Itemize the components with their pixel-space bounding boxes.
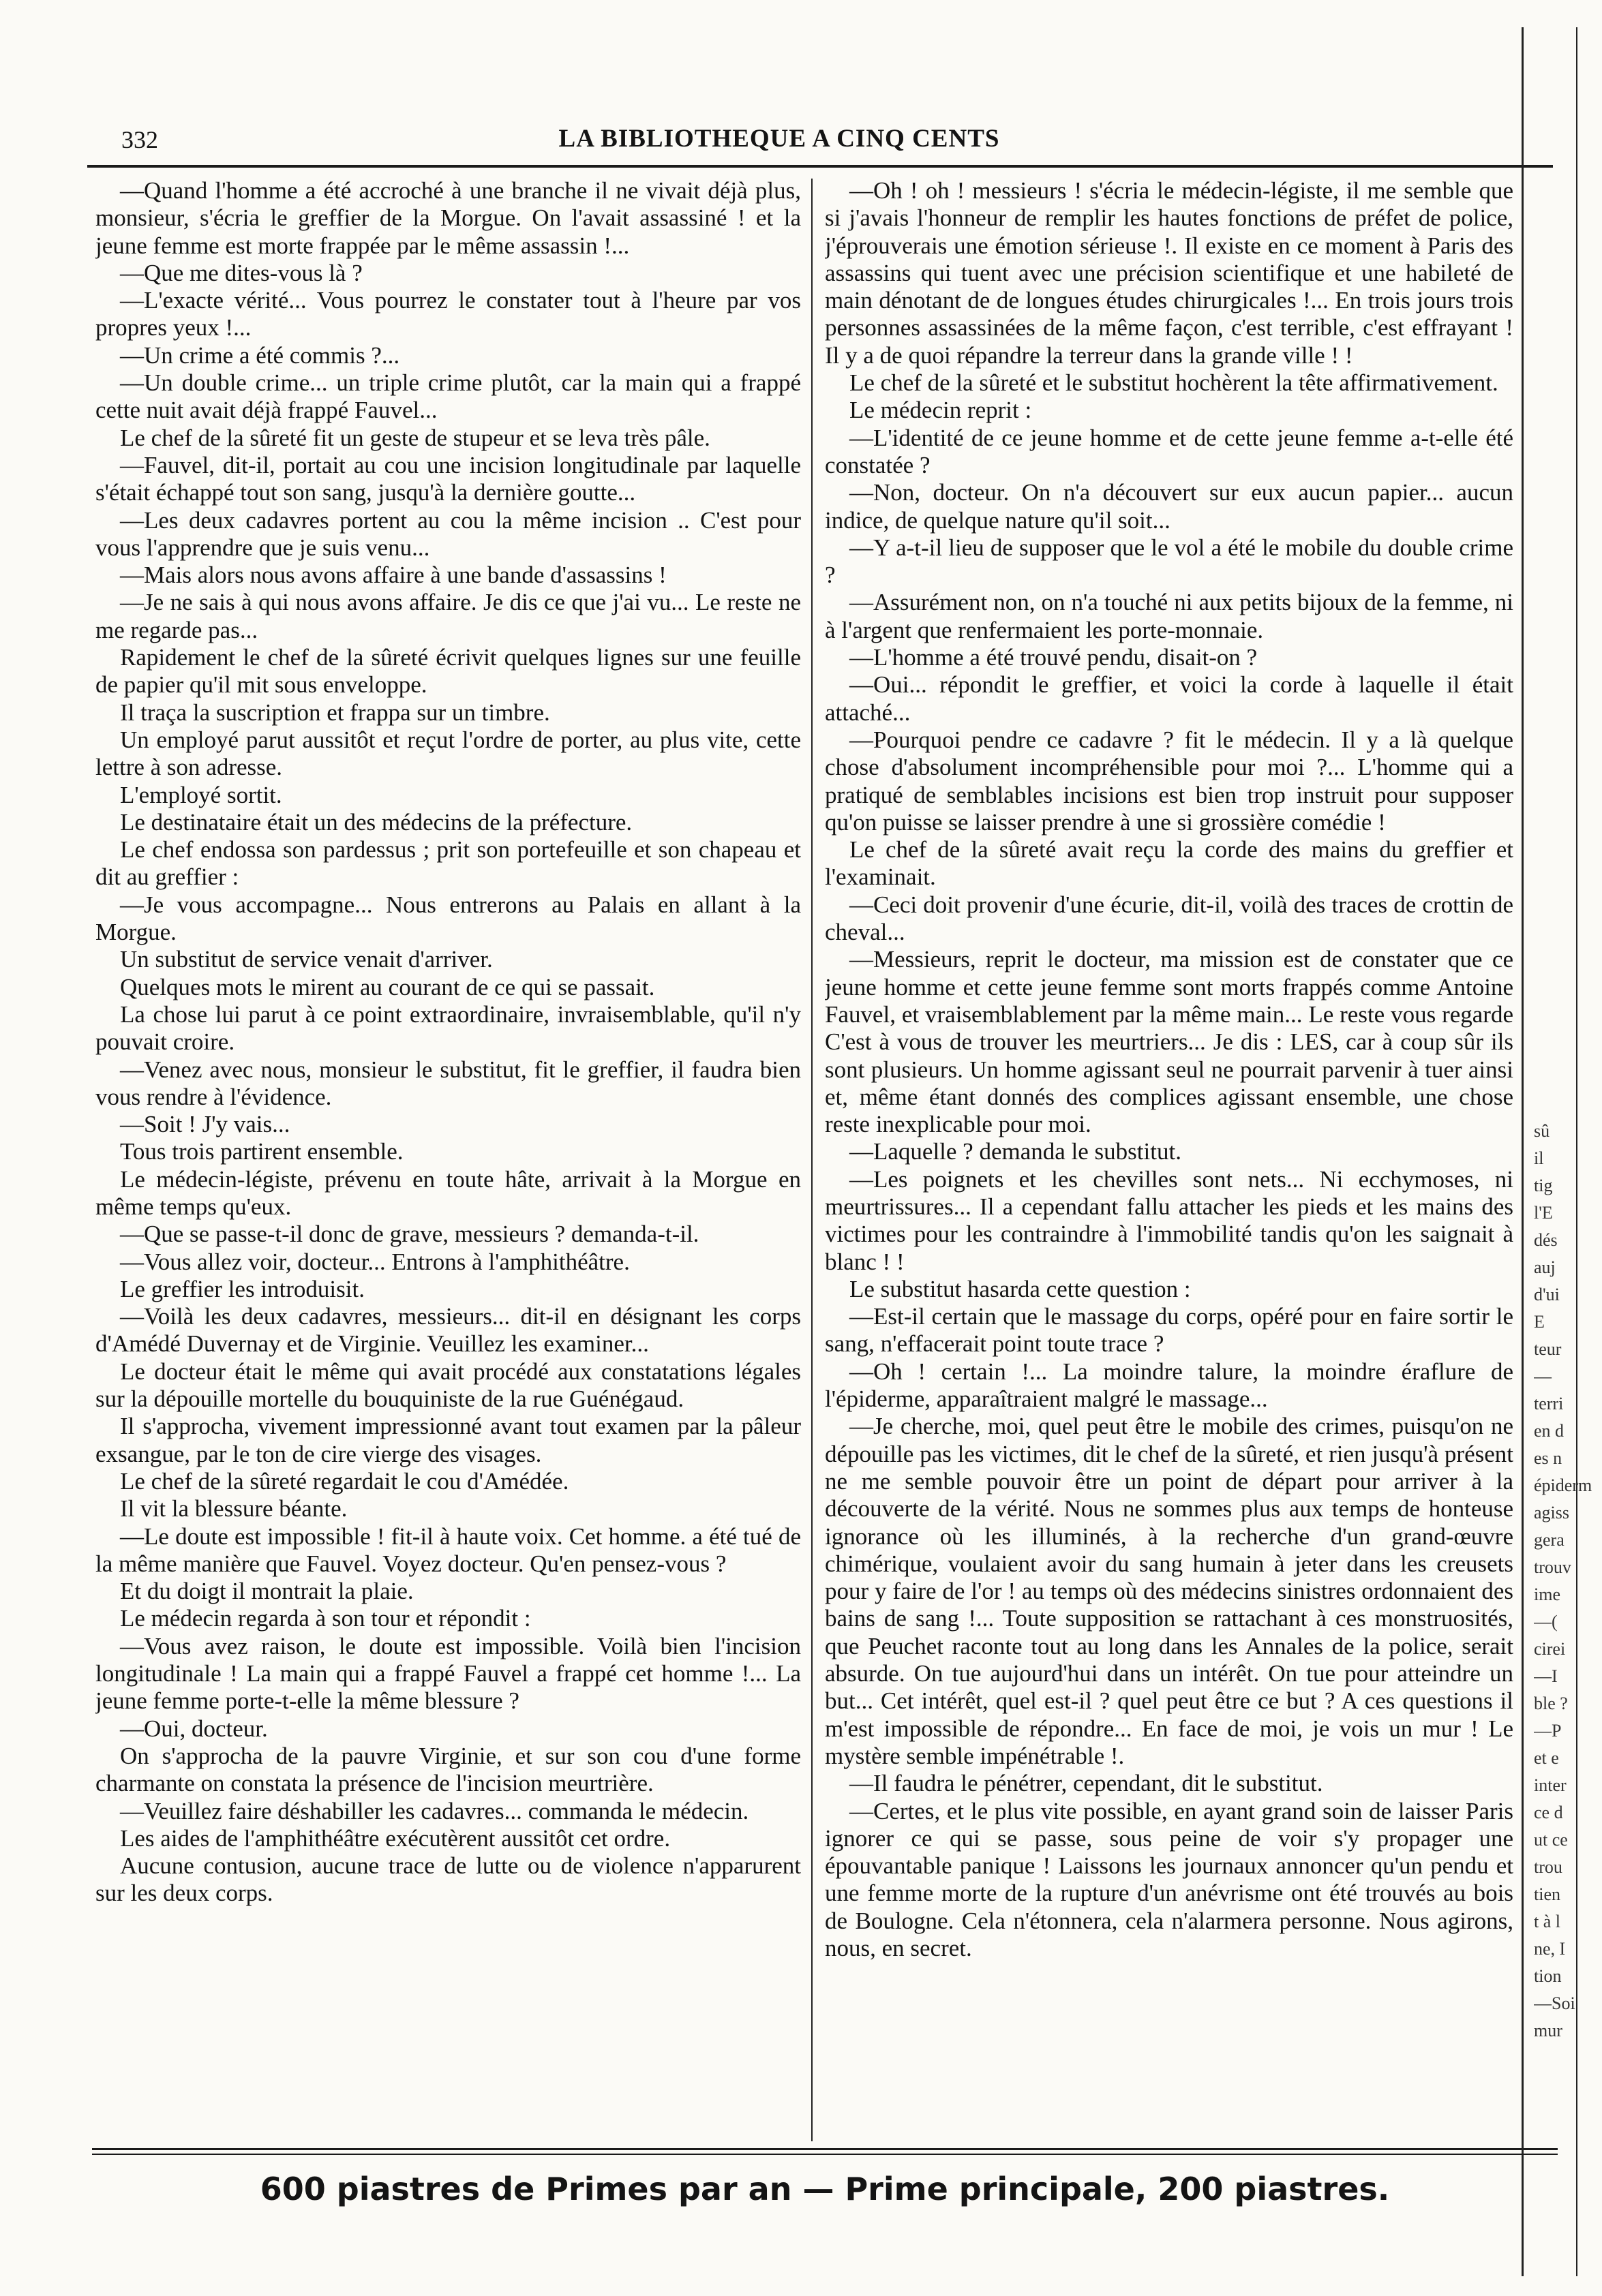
paragraph: —Fauvel, dit-il, portait au cou une incision longitudinale par laquelle s'était échappé tout son sang, jusqu'à la dernière goutte... — [95, 451, 801, 506]
paragraph: La chose lui parut à ce point extraordinaire, invraisemblable, qu'il n'y pouvait croire. — [95, 1000, 801, 1056]
paragraph: Rapidement le chef de la sûreté écrivit quelques lignes sur une feuille de papier qu'il mit sous enveloppe. — [95, 644, 801, 699]
bleed-fragment: cirei — [1534, 1639, 1566, 1659]
bleed-fragment: tien — [1534, 1884, 1560, 1904]
bleed-fragment: ime — [1534, 1585, 1560, 1604]
bleed-fragment: mur — [1534, 2021, 1562, 2040]
paragraph: Les aides de l'amphithéâtre exécutèrent aussitôt cet ordre. — [120, 1824, 671, 1852]
paragraph: —Je vous accompagne... Nous entrerons au Palais en allant à la Morgue. — [95, 891, 801, 946]
paragraph: Le destinataire était un des médecins de la préfecture. — [120, 808, 633, 836]
footer-rule-thick — [92, 2148, 1558, 2150]
column-divider — [811, 179, 813, 2141]
paragraph: —Veuillez faire déshabiller les cadavres... commanda le médecin. — [120, 1797, 749, 1824]
paragraph: Il traça la suscription et frappa sur un timbre. — [120, 699, 550, 726]
paragraph: —Que se passe-t-il donc de grave, messieurs ? demanda-t-il. — [120, 1221, 699, 1248]
paragraph: —L'exacte vérité... Vous pourrez le constater tout à l'heure par vos propres yeux !... — [95, 287, 801, 341]
paragraph: Le chef de la sûreté fit un geste de stupeur et se leva très pâle. — [120, 424, 710, 451]
paragraph: —Soit ! J'y vais... — [120, 1111, 290, 1138]
bleed-fragment: tion — [1534, 1966, 1562, 1986]
paragraph: —Est-il certain que le massage du corps, opéré pour en faire sortir le sang, n'effacerait point toute trace ? — [825, 1303, 1513, 1358]
bleed-fragment: dés — [1534, 1230, 1558, 1250]
paragraph: —Je cherche, moi, quel peut être le mobile des crimes, puisqu'on ne dépouille pas les victimes, dit le chef de la sûreté, et rien jusqu'à présent ne me semble pouvoir être un point de départ pour arriver à la découverte de la vérité. Nous ne sommes plus aux temps de honteuse ignorance où les illuminés, à la recherche d'un grand-œuvre chimérique, voulaient avoir du sang humain à jeter dans les creusets pour y faire de l'or ! au temps où des médecins sinistres ordonnaient des bains de sang !... Toute supposition se rattachant à ces monstruosités, que Peuchet raconte tout au long dans les Annales de la police, serait absurde. On tue aujourd'hui dans un intérêt. On tue pour atteindre un but... Cet intérêt, quel est-il ? quel peut être ce but ? A ces questions il m'est impossible de répondre... En face de moi, je vois un mur ! Le mystère semble impénétrable !. — [825, 1413, 1513, 1769]
paragraph: —Il faudra le pénétrer, cependant, dit le substitut. — [849, 1770, 1323, 1797]
paragraph: —Le doute est impossible ! fit-il à haute voix. Cet homme. a été tué de la même manière que Fauvel. Voyez docteur. Qu'en pensez-vous ? — [95, 1522, 801, 1577]
paragraph: —Pourquoi pendre ce cadavre ? fit le médecin. Il y a là quelque chose d'absolument incompréhensible pour moi ?... L'homme qui a pratiqué de semblables incisions est bien trop instruit pour supposer qu'on puisse se laisser prendre à une si grossière comédie ! — [825, 726, 1513, 836]
bleed-fragment: sû — [1534, 1121, 1550, 1141]
paragraph: —Voilà les deux cadavres, messieurs... dit-il en désignant les corps d'Amédé Duvernay et de Virginie. Veuillez les examiner... — [95, 1303, 801, 1358]
paragraph: —Oh ! certain !... La moindre talure, la moindre éraflure de l'épiderme, apparaîtraient malgré le massage... — [825, 1358, 1513, 1413]
bleed-fragment: ne, I — [1534, 1939, 1566, 1959]
bleed-fragment: et e — [1534, 1748, 1559, 1768]
bleed-fragment: ce d — [1534, 1803, 1563, 1822]
paragraph: Le chef endossa son pardessus ; prit son portefeuille et son chapeau et dit au greffier : — [95, 836, 801, 891]
paragraph: Quelques mots le mirent au courant de ce qui se passait. — [120, 973, 655, 1000]
paragraph: —Un double crime... un triple crime plutôt, car la main qui a frappé cette nuit avait déjà frappé Fauvel... — [95, 369, 801, 424]
paragraph: —Je ne sais à qui nous avons affaire. Je dis ce que j'ai vu... Le reste ne me regarde pas... — [95, 589, 801, 643]
paragraph: Il s'approcha, vivement impressionné avant tout examen par la pâleur exsangue, par le ton de cire vierge des visages. — [95, 1413, 801, 1467]
bleed-fragment: gera — [1534, 1530, 1565, 1550]
paragraph: —Y a-t-il lieu de supposer que le vol a été le mobile du double crime ? — [825, 534, 1513, 589]
adjacent-page-text-fragments — [1534, 1118, 1595, 2045]
bleed-fragment: — — [1534, 1366, 1552, 1386]
left-column — [95, 177, 801, 2140]
bleed-fragment: —Soi — [1534, 1993, 1575, 2013]
paragraph: Le médecin regarda à son tour et répondit : — [120, 1605, 531, 1632]
paragraph: —L'identité de ce jeune homme et de cette jeune femme a-t-elle été constatée ? — [825, 424, 1513, 478]
paragraph: Et du doigt il montrait la plaie. — [120, 1578, 414, 1605]
bleed-fragment: trouv — [1534, 1557, 1571, 1577]
paragraph: Le chef de la sûreté regardait le cou d'Amédée. — [120, 1467, 569, 1495]
paragraph: —Vous avez raison, le doute est impossible. Voilà bien l'incision longitudinale ! La main qui a frappé Fauvel a frappé cet homme !... La jeune femme porte-t-elle la même blessure ? — [95, 1632, 801, 1715]
paragraph: —Oh ! oh ! messieurs ! s'écria le médecin-légiste, il me semble que si j'avais l'honneur de remplir les hautes fonctions de préfet de police, j'éprouverais une émotion sérieuse !. Il existe en ce moment à Paris des assassins qui tuent avec une précision scientifique et une habileté de main dénotant de de longues études chirurgicales !... En trois jours trois personnes assassinées de la même façon, c'est terrible, c'est effrayant ! Il y a de quoi répandre la terreur dans la grande ville ! ! — [825, 177, 1513, 369]
paragraph: —Que me dites-vous là ? — [120, 259, 363, 286]
paragraph: Le substitut hasarda cette question : — [849, 1275, 1191, 1302]
bleed-fragment: agiss — [1534, 1503, 1569, 1522]
bleed-fragment: ut ce — [1534, 1830, 1568, 1850]
paragraph: —Mais alors nous avons affaire à une bande d'assassins ! — [120, 562, 667, 589]
paragraph: —Messieurs, reprit le docteur, ma mission est de constater que ce jeune homme et cette jeune femme sont morts frappés comme Antoine Fauvel, et vraisemblablement par la même main... Le reste vous regarde C'est à vous de trouver les meurtriers... Je dis : LES, car à coup sûr ils sont plusieurs. Un homme agissant seul ne pourrait parvenir à tuer ainsi et, même étant donnés des complices agissant ensemble, une chose reste inexplicable pour moi. — [825, 946, 1513, 1138]
header-rule — [87, 165, 1553, 168]
paragraph: Le chef de la sûreté avait reçu la corde des mains du greffier et l'examinait. — [825, 836, 1513, 891]
adjacent-page-edge-line — [1522, 27, 1524, 2276]
bleed-fragment: —I — [1534, 1666, 1558, 1686]
paragraph: Le médecin reprit : — [849, 397, 1032, 424]
running-title: LA BIBLIOTHEQUE A CINQ CENTS — [558, 125, 1000, 153]
page-header — [121, 123, 1437, 164]
paragraph: Le médecin-légiste, prévenu en toute hâte, arrivait à la Morgue en même temps qu'eux. — [95, 1165, 801, 1220]
paragraph: On s'approcha de la pauvre Virginie, et sur son cou d'une forme charmante on constata la présence de l'incision meurtrière. — [95, 1742, 801, 1797]
bleed-fragment: teur — [1534, 1339, 1562, 1359]
bleed-fragment: ble ? — [1534, 1694, 1568, 1713]
bleed-fragment: es n — [1534, 1448, 1562, 1468]
paragraph: —Non, docteur. On n'a découvert sur eux aucun papier... aucun indice, de quelque nature qu'il soit... — [825, 479, 1513, 534]
paragraph: —Les poignets et les chevilles sont nets... Ni ecchymoses, ni meurtrissures... Il a cependant fallu attacher les pieds et les mains des victimes pour les contraindre à l'immobilité tandis qu'on les saignait à blanc ! ! — [825, 1165, 1513, 1275]
bleed-fragment: terri — [1534, 1394, 1564, 1413]
bleed-fragment: d'ui — [1534, 1285, 1560, 1304]
paragraph: —Laquelle ? demanda le substitut. — [849, 1138, 1181, 1165]
paragraph: L'employé sortit. — [120, 781, 282, 808]
paragraph: Il vit la blessure béante. — [120, 1495, 348, 1522]
paragraph: Le chef de la sûreté et le substitut hochèrent la tête affirmativement. — [849, 369, 1498, 397]
paragraph: Un substitut de service venait d'arriver. — [120, 946, 493, 973]
paragraph: —L'homme a été trouvé pendu, disait-on ? — [849, 644, 1258, 671]
paragraph: —Les deux cadavres portent au cou la même incision .. C'est pour vous l'apprendre que je suis venu... — [95, 506, 801, 561]
paragraph: Aucune contusion, aucune trace de lutte ou de violence n'apparurent sur les deux corps. — [95, 1852, 801, 1907]
bleed-fragment: épiderm — [1534, 1475, 1592, 1495]
bleed-fragment: inter — [1534, 1775, 1567, 1795]
paragraph: —Oui... répondit le greffier, et voici la corde à laquelle il était attaché... — [825, 671, 1513, 726]
bleed-fragment: E — [1534, 1312, 1545, 1332]
bleed-fragment: en d — [1534, 1421, 1565, 1441]
bleed-fragment: auj — [1534, 1257, 1556, 1277]
paragraph: —Ceci doit provenir d'une écurie, dit-il, voilà des traces de crottin de cheval... — [825, 891, 1513, 946]
paragraph: —Oui, docteur. — [120, 1715, 268, 1742]
footer-rule-thin — [92, 2154, 1558, 2155]
paragraph: —Un crime a été commis ?... — [120, 341, 400, 369]
paragraph: —Certes, et le plus vite possible, en ayant grand soin de laisser Paris ignorer ce qui se passe, sous peine de voir s'y propager une épouvantable panique ! Laissons les journaux annoncer qu'un pendu et une femme morte de la rupture d'un anévrisme ont été trouvés au bois de Boulogne. Cela n'étonnera, cela n'alarmera personne. Nous agirons, nous, en secret. — [825, 1797, 1513, 1961]
paragraph: Tous trois partirent ensemble. — [120, 1138, 404, 1165]
bleed-fragment: —( — [1534, 1612, 1558, 1632]
bleed-fragment: —P — [1534, 1721, 1562, 1741]
paragraph: Un employé parut aussitôt et reçut l'ordre de porter, au plus vite, cette lettre à son adresse. — [95, 726, 801, 781]
bleed-fragment: trou — [1534, 1857, 1562, 1877]
paragraph: —Venez avec nous, monsieur le substitut, fit le greffier, il faudra bien vous rendre à l'évidence. — [95, 1056, 801, 1110]
bleed-fragment: t à l — [1534, 1912, 1560, 1931]
paragraph: —Vous allez voir, docteur... Entrons à l'amphithéâtre. — [120, 1248, 630, 1275]
right-column — [825, 177, 1513, 2140]
footer-banner: 600 piastres de Primes par an — Prime principale, 200 piastres. — [260, 2171, 1390, 2207]
bleed-fragment: il — [1534, 1148, 1544, 1168]
paragraph: —Assurément non, on n'a touché ni aux petits bijoux de la femme, ni à l'argent que renfermaient les porte-monnaie. — [825, 589, 1513, 643]
page-number: 332 — [121, 126, 158, 153]
paragraph: —Quand l'homme a été accroché à une branche il ne vivait déjà plus, monsieur, s'écria le greffier de la Morgue. On l'avait assassiné ! et la jeune femme est morte frappée par le même assassin !... — [95, 177, 801, 259]
paragraph: Le greffier les introduisit. — [120, 1275, 365, 1302]
paragraph: Le docteur était le même qui avait procédé aux constatations légales sur la dépouille mortelle du bouquiniste de la rue Guénégaud. — [95, 1358, 801, 1413]
bleed-fragment: l'E — [1534, 1203, 1553, 1223]
bleed-fragment: tig — [1534, 1176, 1553, 1195]
